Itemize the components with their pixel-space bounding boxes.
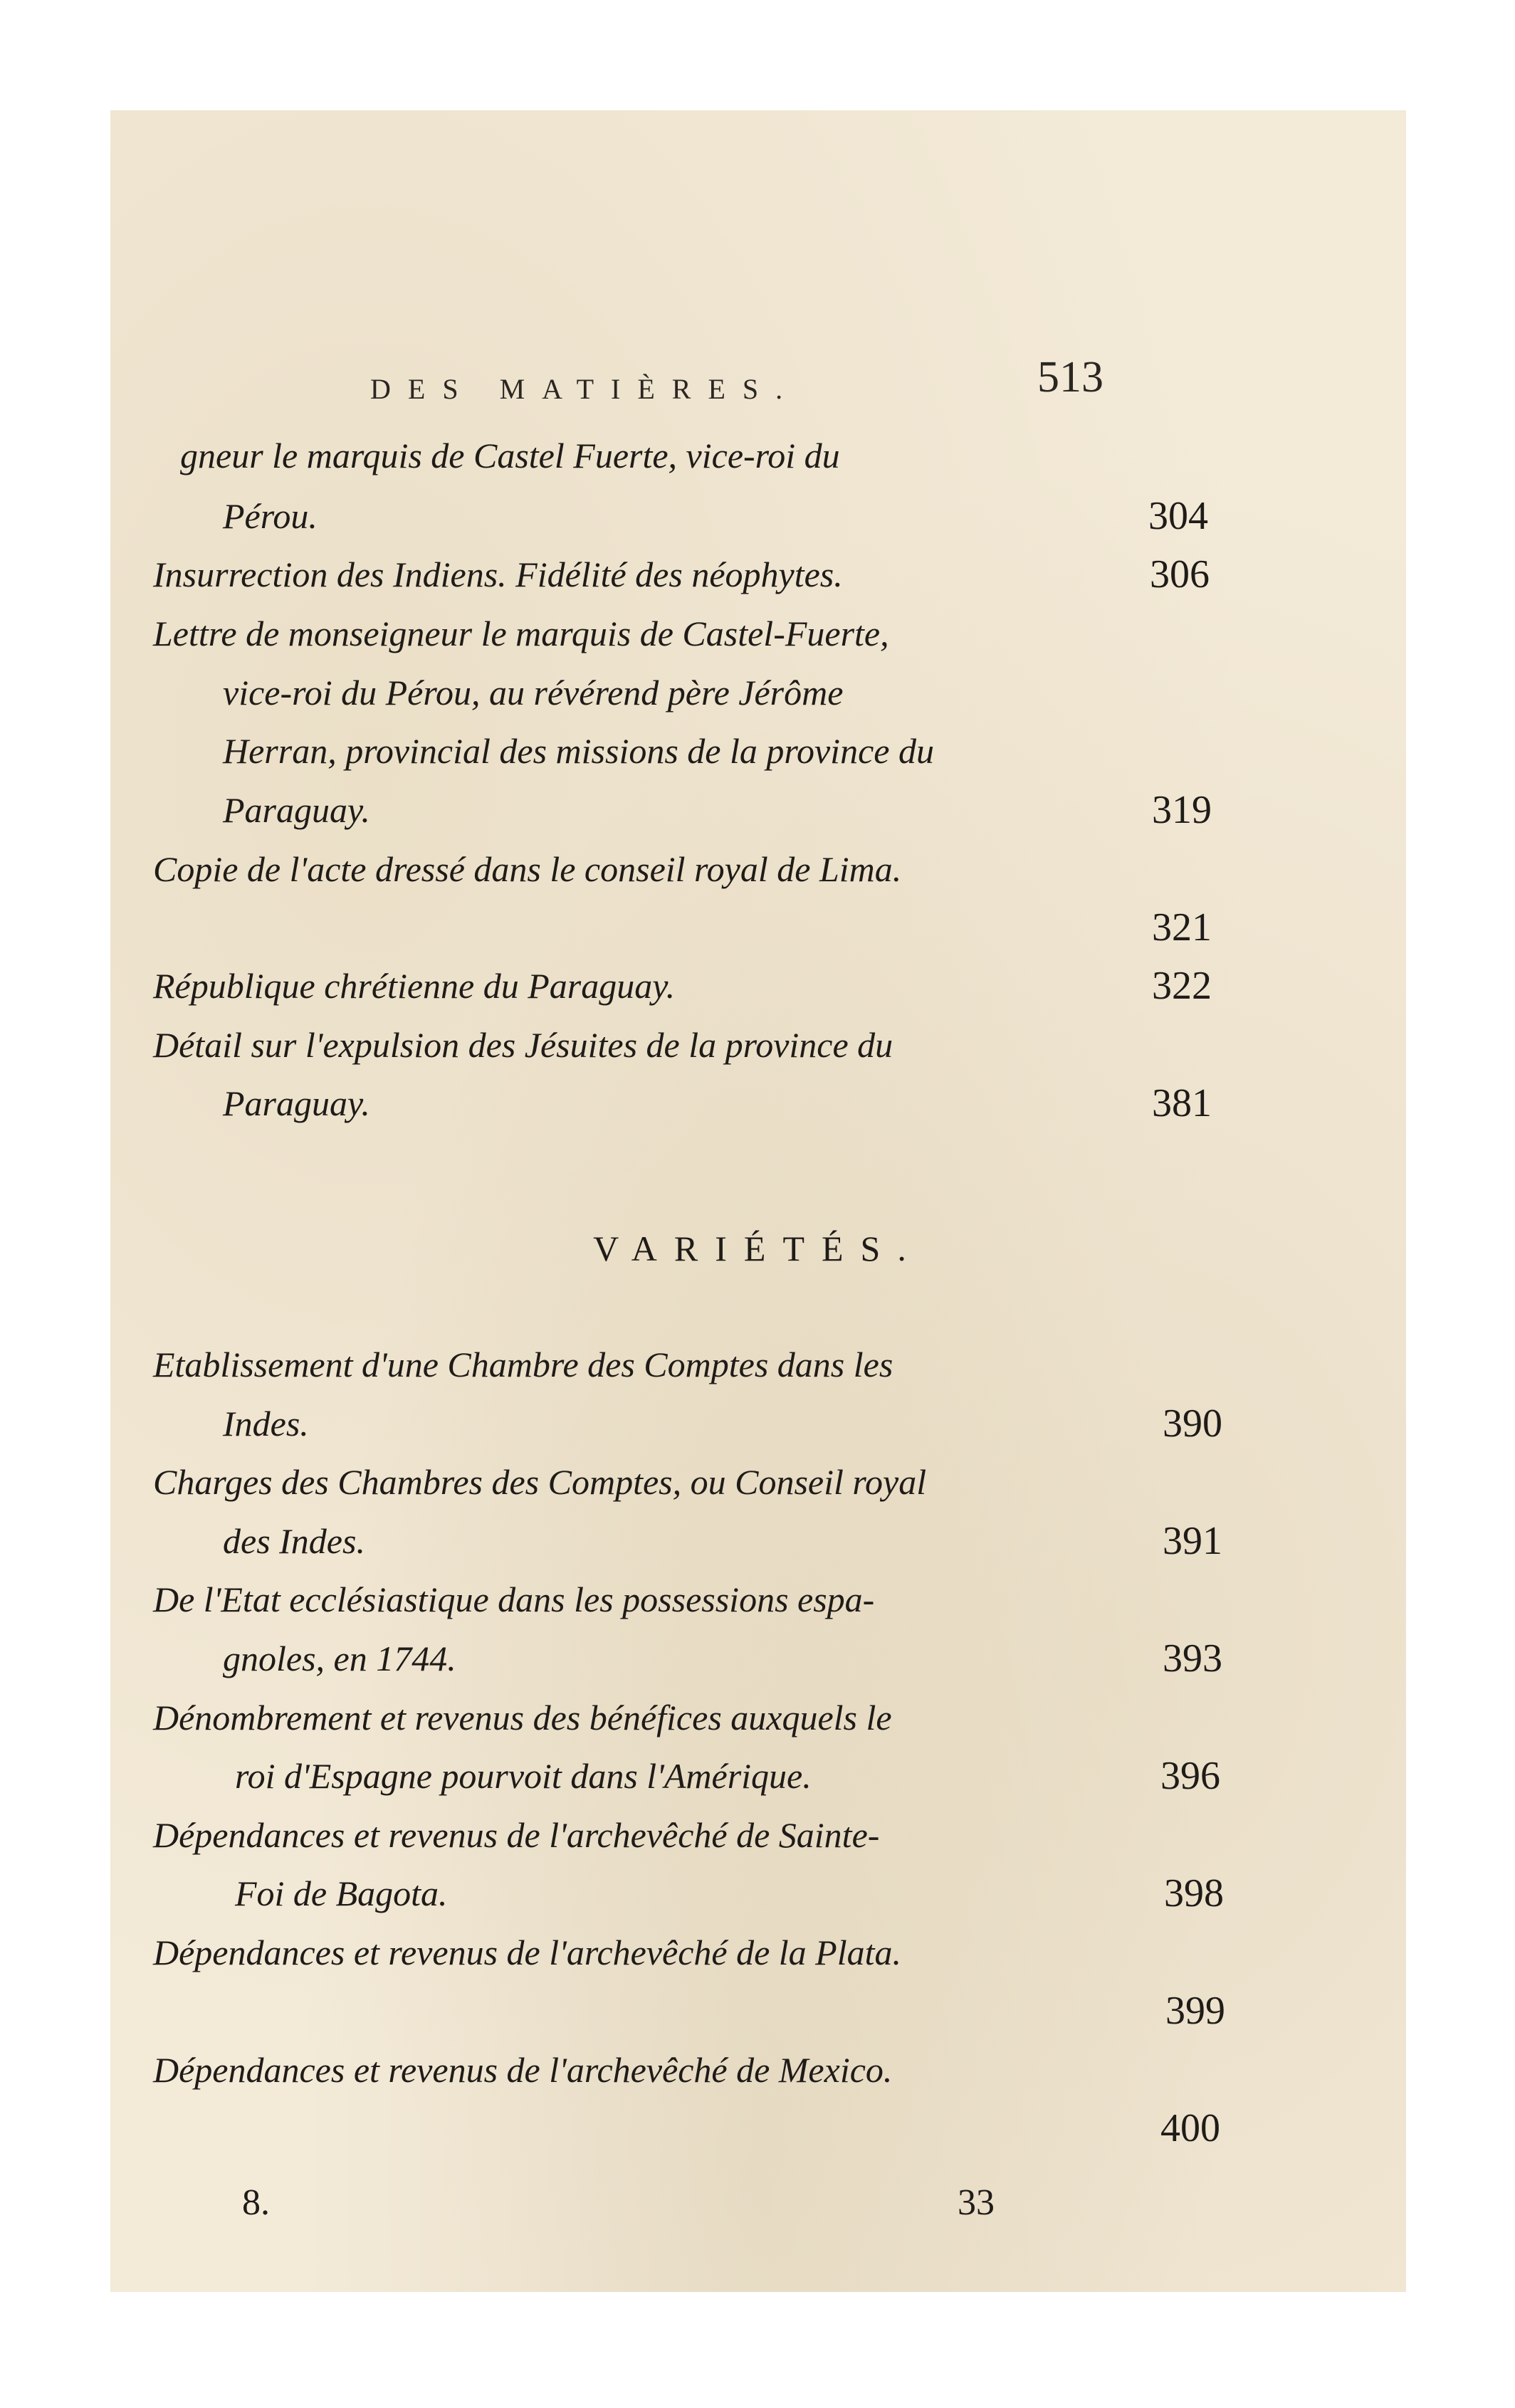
sheet-signature: 33 [958, 2182, 995, 2223]
toc-page-number: 399 [1165, 1989, 1225, 2033]
toc-line: Charges des Chambres des Comptes, ou Conseil royal [153, 1462, 927, 1502]
toc-page-number: 381 [1152, 1081, 1212, 1125]
toc-line: vice-roi du Pérou, au révérend père Jérôme [223, 673, 844, 713]
toc-page-number: 396 [1160, 1754, 1220, 1798]
toc-line: De l'Etat ecclésiastique dans les possessions espa- [153, 1579, 875, 1619]
toc-line: République chrétienne du Paraguay. 322 [153, 957, 1235, 1014]
toc-line: des Indes. 391 [223, 1513, 1234, 1570]
toc-line: Herran, provincial des missions de la province du [223, 731, 934, 771]
toc-page-number: 398 [1164, 1871, 1224, 1915]
toc-page-number: 322 [1152, 964, 1212, 1008]
toc-page-number: 391 [1163, 1519, 1222, 1563]
section-heading: VARIÉTÉS. [593, 1229, 923, 1268]
page-number: 513 [1037, 353, 1104, 401]
toc-line: Dénombrement et revenus des bénéfices auxquels le [153, 1698, 892, 1737]
toc-page-number: 393 [1163, 1636, 1222, 1681]
toc-line [153, 2100, 1235, 2157]
volume-mark: 8. [242, 2182, 270, 2223]
toc-page-number: 390 [1163, 1402, 1222, 1446]
toc-line: Détail sur l'expulsion des Jésuites de la province du [153, 1025, 893, 1065]
toc-line: roi d'Espagne pourvoit dans l'Amérique. 396 [235, 1747, 1235, 1804]
toc-line: Indes. 390 [223, 1395, 1234, 1452]
running-head [110, 352, 1406, 409]
toc-line [153, 1982, 1235, 2039]
toc-line: gnoles, en 1744. 393 [223, 1630, 1234, 1687]
toc-line: Copie de l'acte dressé dans le conseil royal de Lima. [153, 849, 902, 889]
toc-line: Dépendances et revenus de l'archevêché de la Plata. [153, 1933, 902, 1972]
toc-page-number: 321 [1152, 905, 1212, 950]
toc-page-number: 304 [1148, 494, 1208, 538]
book-page [110, 110, 1406, 2292]
toc-line: Paraguay. 381 [223, 1075, 1234, 1132]
toc-page-number: 319 [1152, 788, 1212, 832]
toc-line: Pérou. 304 [223, 488, 1234, 545]
toc-line: Etablissement d'une Chambre des Comptes dans les [153, 1345, 893, 1384]
toc-line [153, 899, 1235, 956]
toc-page-number: 400 [1160, 2106, 1220, 2150]
toc-line: Dépendances et revenus de l'archevêché de Mexico. [153, 2050, 893, 2090]
toc-line: Paraguay. 319 [223, 782, 1234, 838]
toc-line: Dépendances et revenus de l'archevêché de Sainte- [153, 1815, 880, 1855]
toc-line: gneur le marquis de Castel Fuerte, vice-roi du [180, 436, 840, 475]
toc-line: Foi de Bagota. 398 [235, 1865, 1235, 1922]
toc-line: Lettre de monseigneur le marquis de Castel-Fuerte, [153, 614, 889, 653]
toc-line: Insurrection des Indiens. Fidélité des néophytes. 306 [153, 546, 1235, 603]
toc-page-number: 306 [1150, 552, 1210, 596]
running-title: DES MATIÈRES. [370, 373, 800, 405]
